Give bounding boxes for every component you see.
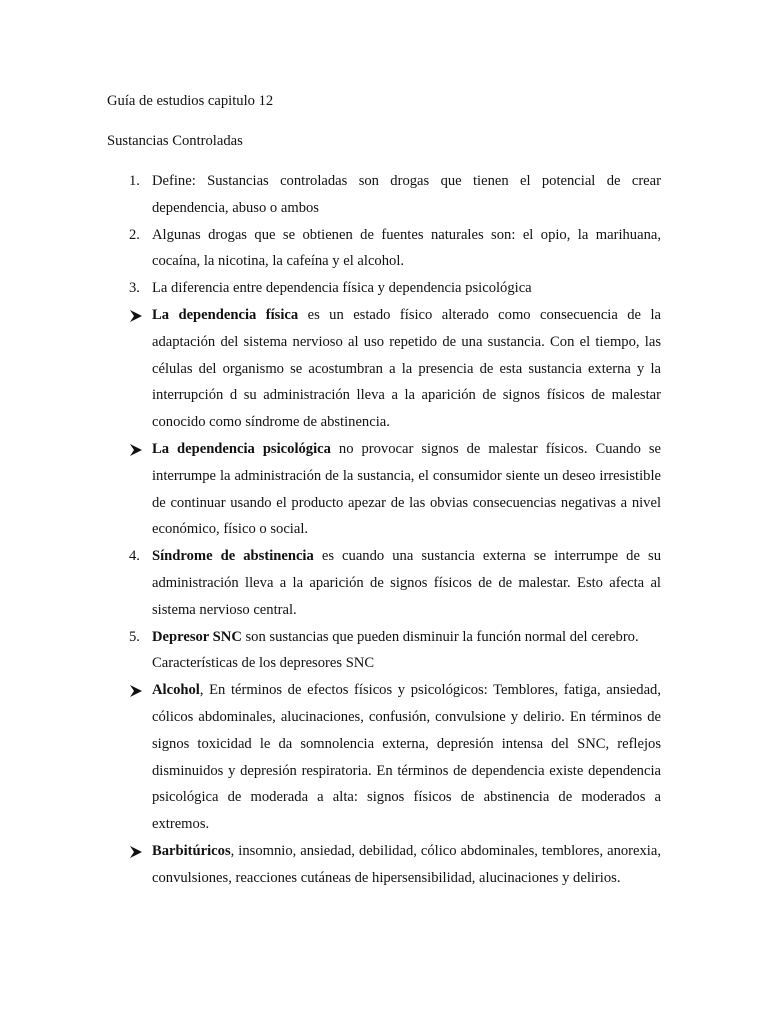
- arrow-bullet-icon: [129, 684, 143, 698]
- arrow-bullet-icon: [129, 845, 143, 859]
- bullet-item: [107, 838, 661, 892]
- item-subline: Características de los depresores SNC: [152, 655, 375, 672]
- bullet-item: [107, 436, 661, 543]
- item-text: , insomnio, ansiedad, debilidad, cólico abdominales, temblores, anorexia, convulsiones, reacciones cutáneas de hipersensibilidad, alucinaciones y delirios.: [152, 842, 661, 886]
- list-number: 3.: [129, 280, 140, 297]
- list-number: 4.: [129, 548, 140, 565]
- document-page: [107, 88, 661, 892]
- list-item: [107, 168, 661, 222]
- item-text: La diferencia entre dependencia física y dependencia psicológica: [152, 280, 532, 297]
- item-text: es cuando una sustancia externa se interrumpe de su administración lleva a la aparición de signos físicos de de malestar. Esto afecta al sistema nervioso central.: [152, 548, 661, 618]
- item-text: no provocar signos de malestar físicos. Cuando se interrumpe la administración de la sustancia, el consumidor siente un deseo irresistible de continuar usando el producto apezar de las obvias consecuencias negativas a nivel económico, físico o social.: [152, 440, 661, 538]
- item-text: , En términos de efectos físicos y psicológicos: Temblores, fatiga, ansiedad, cólicos abdominales, alucinaciones, confusión, convulsione y delirio. En términos de signos toxicidad le da somnolencia externa, depresión intensa del SNC, reflejos disminuidos y depresión respiratoria. En términos de dependencia existe dependencia psicológica de moderada a alta: signos físicos de abstinencia de moderados a extremos.: [152, 682, 661, 833]
- list-item: [107, 624, 661, 678]
- item-lead: Depresor SNC: [152, 628, 242, 645]
- arrow-bullet-icon: [129, 443, 143, 457]
- item-text: es un estado físico alterado como consecuencia de la adaptación del sistema nervioso al uso repetido de una sustancia. Con el tiempo, las células del organismo se acostumbran a la presencia de esta sustancia externa y la interrupción d su administración lleva a la aparición de signos físicos de malestar conocido como síndrome de abstinencia.: [152, 306, 661, 431]
- study-list: [107, 168, 661, 892]
- item-lead: Síndrome de abstinencia: [152, 548, 314, 565]
- list-number: 2.: [129, 226, 140, 243]
- document-subtitle: Sustancias Controladas: [107, 133, 243, 149]
- document-title: Guía de estudios capitulo 12: [107, 93, 274, 109]
- list-item: [107, 222, 661, 276]
- item-lead: Alcohol: [152, 682, 200, 699]
- list-item: [107, 275, 661, 302]
- list-number: 1.: [129, 173, 140, 189]
- list-number: 5.: [129, 628, 140, 645]
- item-text: Algunas drogas que se obtienen de fuentes naturales son: el opio, la marihuana, cocaína, la nicotina, la cafeína y el alcohol.: [152, 226, 661, 270]
- bullet-item: [107, 677, 661, 838]
- bullet-item: [107, 302, 661, 436]
- item-text: son sustancias que pueden disminuir la función normal del cerebro.: [241, 628, 639, 645]
- arrow-bullet-icon: [129, 309, 143, 323]
- item-lead: Barbitúricos: [152, 842, 231, 859]
- item-text: Define: Sustancias controladas son drogas que tienen el potencial de crear dependencia, abuso o ambos: [152, 173, 661, 216]
- item-lead: La dependencia psicológica: [152, 440, 331, 457]
- item-lead: La dependencia física: [152, 306, 299, 323]
- list-item: [107, 543, 661, 623]
